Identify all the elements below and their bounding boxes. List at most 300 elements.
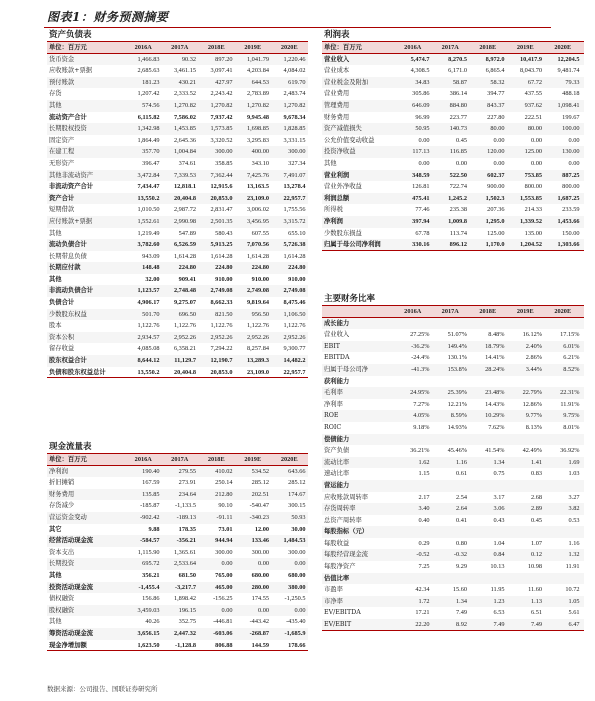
value-cell: 9.75%	[563, 412, 580, 420]
table-row	[47, 239, 308, 251]
value-cell: 3,459.03	[137, 606, 160, 614]
value-cell	[507, 480, 545, 492]
value-cell: 1,219.49	[137, 229, 160, 237]
value-cell: 279.55	[178, 467, 196, 475]
value-cell: 410.02	[215, 467, 233, 475]
value-cell: 1,898.42	[173, 595, 196, 603]
value-cell: 7,362.44	[210, 171, 233, 179]
value-cell: 202.51	[251, 490, 269, 498]
row-label: 流动资产合计	[49, 113, 87, 121]
value-cell: 50.95	[415, 125, 430, 133]
table-row	[47, 332, 308, 344]
value-cell: 1,122.76	[283, 322, 306, 330]
value-cell: 1,010.50	[137, 206, 160, 214]
value-cell: 1,270.82	[283, 101, 306, 109]
year-header: 2016A	[134, 456, 152, 463]
table-row	[322, 239, 584, 251]
value-cell: 1.16	[455, 458, 467, 466]
row-label: 其他	[49, 101, 62, 109]
value-cell: 1,295.0	[485, 217, 505, 225]
row-label: 资本公积	[49, 333, 75, 341]
value-cell: 900.00	[487, 183, 505, 191]
value-cell: 300.00	[288, 148, 306, 156]
value-cell: 9,945.48	[246, 113, 269, 121]
value-cell: 386.14	[449, 90, 467, 98]
value-cell: -24.4%	[411, 354, 430, 362]
table-row	[322, 399, 584, 411]
value-cell: 126.81	[412, 183, 430, 191]
value-cell: 9.77%	[525, 412, 542, 420]
table-row	[322, 228, 584, 240]
value-cell: 6.47	[568, 621, 580, 629]
row-label: 长期投资	[49, 560, 75, 568]
row-label: 财务费用	[324, 113, 350, 121]
row-label: 固定资产	[49, 136, 75, 144]
value-cell: 2.40%	[525, 342, 542, 350]
value-cell: 2,987.72	[173, 206, 196, 214]
value-cell: 3,461.15	[173, 67, 196, 75]
value-cell: 358.85	[215, 159, 233, 167]
row-label: 资本支出	[49, 548, 75, 556]
value-cell: 10.72	[565, 586, 580, 594]
value-cell: 11.60	[528, 586, 542, 594]
value-cell: 1,365.61	[173, 548, 196, 556]
value-cell: 80.00	[490, 125, 505, 133]
value-cell: 910.00	[251, 275, 269, 283]
value-cell: 356.21	[142, 571, 160, 579]
row-label: 流动比率	[324, 458, 350, 466]
value-cell: 23.48%	[485, 389, 505, 397]
row-label: EV/EBITDA	[324, 609, 361, 617]
value-cell: 2,333.52	[173, 90, 196, 98]
value-cell: 1,614.28	[210, 252, 233, 260]
value-cell: 1,339.52	[519, 217, 542, 225]
table-row	[322, 492, 584, 504]
value-cell: 646.09	[412, 101, 430, 109]
table-row	[47, 274, 308, 286]
table-row	[322, 123, 584, 135]
value-cell: 113.74	[449, 229, 467, 237]
table-row	[322, 619, 584, 631]
row-label: 非流动资产合计	[49, 183, 94, 191]
value-cell: 135.00	[524, 229, 542, 237]
value-cell: 1,453.66	[557, 217, 580, 225]
page-title: 图表1：财务预测摘要	[47, 10, 169, 24]
value-cell: 10,417.9	[519, 55, 542, 63]
value-cell: 534.52	[251, 467, 269, 475]
value-cell: -0.32	[453, 551, 467, 559]
table-row	[322, 561, 584, 573]
value-cell: 5,726.38	[283, 241, 306, 249]
value-cell: 3.17	[493, 493, 505, 501]
table-row	[322, 158, 584, 170]
table-row	[47, 355, 308, 367]
value-cell: -443.42	[249, 618, 269, 626]
value-cell: 2,934.57	[137, 333, 160, 341]
value-cell: 1,828.85	[283, 125, 306, 133]
table-group-row	[322, 318, 584, 330]
row-label: 折旧摊销	[49, 479, 75, 487]
value-cell: 1,623.50	[137, 641, 160, 649]
row-label: 存货减少	[49, 502, 75, 510]
value-cell: 4,906.17	[137, 299, 160, 307]
value-cell	[507, 573, 545, 585]
value-cell: 2,501.35	[210, 217, 233, 225]
value-cell: 1,122.76	[173, 322, 196, 330]
row-label: 营业外净收益	[324, 183, 362, 191]
value-cell: 77.46	[415, 206, 430, 214]
value-cell: 10.29%	[485, 412, 505, 420]
table-row	[322, 170, 584, 182]
table-row	[47, 54, 308, 66]
value-cell: 0.53	[568, 516, 580, 524]
value-cell: 4,084.02	[283, 67, 306, 75]
value-cell: 133.46	[251, 537, 269, 545]
value-cell: 0.00	[493, 136, 505, 144]
value-cell: 167.59	[142, 479, 160, 487]
row-label: 营业收入	[324, 331, 350, 339]
value-cell: 14.43%	[485, 400, 505, 408]
value-cell: 14.93%	[447, 423, 467, 431]
value-cell: 7,294.22	[210, 345, 233, 353]
value-cell: 1.07	[530, 539, 542, 547]
table-row	[322, 88, 584, 100]
row-label: 预付账款	[49, 78, 75, 86]
row-label: 归属于母公司净利润	[324, 241, 381, 249]
value-cell: 36.21%	[410, 447, 430, 455]
value-cell: 884.80	[449, 101, 467, 109]
table-row	[322, 364, 584, 376]
value-cell: 23,109.0	[246, 194, 269, 202]
value-cell	[544, 434, 582, 446]
table-row	[47, 158, 308, 170]
value-cell: 16.12%	[522, 331, 542, 339]
value-cell: 1,207.42	[137, 90, 160, 98]
value-cell: -356.21	[176, 537, 196, 545]
value-cell: 8,043.70	[519, 67, 542, 75]
value-cell: 280.00	[251, 583, 269, 591]
value-cell: 181.23	[142, 78, 160, 86]
value-cell	[432, 434, 470, 446]
value-cell	[469, 376, 507, 388]
value-cell: 430.21	[178, 78, 196, 86]
value-cell: 2,952.26	[283, 333, 306, 341]
value-cell: 234.64	[178, 490, 196, 498]
value-cell: -446.81	[213, 618, 233, 626]
value-cell: 1,303.66	[557, 241, 580, 249]
value-cell: 910.00	[288, 275, 306, 283]
value-cell: -1,250.5	[284, 595, 306, 603]
table-row	[47, 367, 308, 379]
table-row	[322, 457, 584, 469]
value-cell	[394, 434, 432, 446]
value-cell: 305.86	[412, 90, 430, 98]
value-cell: 522.50	[449, 171, 467, 179]
value-cell: 800.00	[562, 183, 580, 191]
value-cell: 400.00	[251, 148, 269, 156]
row-label: 经营活动现金流	[49, 537, 94, 545]
value-cell: 1,122.76	[246, 322, 269, 330]
value-cell: 0.00	[455, 159, 467, 167]
table-group-row	[322, 526, 584, 538]
table-row	[47, 320, 308, 332]
value-cell	[507, 434, 545, 446]
value-cell	[432, 573, 470, 585]
row-label: 资产负债	[324, 447, 350, 455]
value-cell: 14.41%	[485, 354, 505, 362]
value-cell: 1.32	[568, 551, 580, 559]
table-row	[322, 410, 584, 422]
value-cell: 843.37	[487, 101, 505, 109]
value-cell: 174.67	[288, 490, 306, 498]
value-cell: 41.54%	[485, 447, 505, 455]
value-cell: 2,749.08	[246, 287, 269, 295]
value-cell: 11.95	[490, 586, 505, 594]
value-cell: 956.50	[251, 310, 269, 318]
value-cell: 896.12	[449, 241, 467, 249]
value-cell: 2,685.63	[137, 67, 160, 75]
table-row	[47, 135, 308, 147]
value-cell: 100.00	[562, 125, 580, 133]
value-cell: 174.55	[251, 595, 269, 603]
value-cell: -603.06	[213, 629, 233, 637]
value-cell: 1,573.85	[210, 125, 233, 133]
table-row	[47, 570, 308, 582]
value-cell: 2,831.47	[210, 206, 233, 214]
value-cell: 1,122.76	[210, 322, 233, 330]
value-cell: 8.48%	[488, 331, 505, 339]
value-cell: 1.72	[418, 597, 430, 605]
row-label: 货币资金	[49, 55, 75, 63]
value-cell: 7,339.53	[173, 171, 196, 179]
value-cell: 20,404.8	[173, 368, 196, 376]
value-cell: 42.49%	[522, 447, 542, 455]
value-cell: 1,098.41	[557, 101, 580, 109]
value-cell: 22.79%	[522, 389, 542, 397]
row-label: 长期带息负债	[49, 252, 87, 260]
value-cell: 6,115.82	[137, 113, 160, 121]
value-cell: 644.53	[251, 78, 269, 86]
row-label: 净利润	[49, 467, 68, 475]
table-row	[47, 616, 308, 628]
row-label: 存货周转率	[324, 505, 356, 513]
value-cell	[507, 526, 545, 538]
value-cell: 1,614.28	[173, 252, 196, 260]
value-cell: 465.00	[215, 583, 233, 591]
value-cell: 30.00	[291, 525, 306, 533]
value-cell: 696.50	[178, 310, 196, 318]
value-cell: 13,550.2	[137, 368, 160, 376]
value-cell: 190.40	[142, 467, 160, 475]
value-cell: 2,952.26	[173, 333, 196, 341]
row-label: 公允价值变动收益	[324, 136, 375, 144]
table-row	[322, 329, 584, 341]
table-row	[322, 352, 584, 364]
financial-ratios-header-row	[322, 306, 584, 318]
table-row	[47, 500, 308, 512]
value-cell: 140.73	[449, 125, 467, 133]
value-cell: 73.01	[218, 525, 233, 533]
value-cell	[469, 573, 507, 585]
value-cell: 1,270.82	[210, 101, 233, 109]
value-cell: 9,481.74	[557, 67, 580, 75]
value-cell: 3,295.83	[246, 136, 269, 144]
row-label: 其他	[49, 229, 62, 237]
year-header: 2016A	[404, 308, 422, 315]
value-cell: 0.41	[455, 516, 467, 524]
value-cell: 0.00	[530, 136, 542, 144]
table-row	[322, 181, 584, 193]
table-row	[322, 204, 584, 216]
year-header: 2016A	[404, 44, 422, 51]
value-cell: 2.54	[455, 493, 467, 501]
value-cell: 51.07%	[447, 331, 467, 339]
value-cell: 1,106.50	[283, 310, 306, 318]
value-cell: 8.52%	[563, 365, 580, 373]
value-cell: 3.44%	[525, 365, 542, 373]
value-cell: 1,614.28	[283, 252, 306, 260]
value-cell: 396.47	[142, 159, 160, 167]
value-cell: 7.49	[455, 609, 467, 617]
value-cell: 199.67	[562, 113, 580, 121]
year-header: 2019E	[516, 44, 534, 51]
value-cell	[394, 318, 432, 330]
table-row	[47, 228, 308, 240]
table-row	[322, 549, 584, 561]
value-cell: 0.43	[493, 516, 505, 524]
value-cell: 34.83	[415, 78, 430, 86]
table-row	[322, 77, 584, 89]
row-label: 现金净增加额	[49, 641, 87, 649]
row-label: 其他	[49, 571, 62, 579]
year-header: 2017A	[171, 44, 189, 51]
table-row	[47, 193, 308, 205]
value-cell: 357.70	[142, 148, 160, 156]
value-cell: 2,243.42	[210, 90, 233, 98]
value-cell: 8,644.12	[137, 357, 160, 365]
value-cell: 0.29	[418, 539, 430, 547]
row-label: 股东权益合计	[49, 357, 87, 365]
value-cell: 800.00	[524, 183, 542, 191]
income-statement-panel	[322, 29, 584, 251]
value-cell: 9.29	[455, 563, 467, 571]
value-cell: 2,447.32	[173, 629, 196, 637]
value-cell: 22.31%	[560, 389, 580, 397]
value-cell: 9,819.64	[246, 299, 269, 307]
year-header: 2020E	[554, 308, 572, 315]
value-cell: 501.70	[142, 310, 160, 318]
value-cell: 6.53	[493, 609, 505, 617]
value-cell: 695.72	[142, 560, 160, 568]
value-cell: 1,009.8	[448, 217, 467, 225]
value-cell: 25.39%	[447, 389, 467, 397]
value-cell: 27.25%	[410, 331, 430, 339]
value-cell: 8,270.5	[448, 55, 467, 63]
value-cell: 8,972.0	[485, 55, 505, 63]
value-cell	[432, 480, 470, 492]
value-cell: 14,482.2	[283, 357, 306, 365]
table-group-row	[322, 434, 584, 446]
value-cell: 427.97	[215, 78, 233, 86]
value-cell: 1,552.61	[137, 217, 160, 225]
value-cell: 4,203.84	[246, 67, 269, 75]
row-label: 速动比率	[324, 470, 350, 478]
value-cell: 5,474.7	[410, 55, 430, 63]
row-label: 每股经营现金流	[324, 551, 369, 559]
value-cell: 1.04	[493, 539, 505, 547]
value-cell: 1.62	[418, 458, 430, 466]
row-label: 每股指标（元）	[324, 528, 369, 536]
value-cell: 222.51	[524, 113, 542, 121]
value-cell: 2,783.89	[246, 90, 269, 98]
table-row	[47, 285, 308, 297]
value-cell: 130.00	[562, 148, 580, 156]
value-cell: 11,129.7	[174, 357, 196, 365]
value-cell: 680.00	[251, 571, 269, 579]
value-cell: 1,004.84	[173, 148, 196, 156]
value-cell: 8.13%	[525, 423, 542, 431]
value-cell: 2,990.98	[173, 217, 196, 225]
year-header: 2019E	[244, 44, 262, 51]
row-label: 存货	[49, 90, 62, 98]
value-cell: 2,749.08	[210, 287, 233, 295]
table-row	[47, 512, 308, 524]
table-row	[322, 468, 584, 480]
value-cell: 12.86%	[522, 400, 542, 408]
value-cell: 944.94	[215, 537, 233, 545]
table-row	[322, 445, 584, 457]
row-label: 少数股东权益	[49, 310, 87, 318]
value-cell: -41.3%	[411, 365, 430, 373]
value-cell: 178.35	[178, 525, 196, 533]
table-row	[47, 477, 308, 489]
value-cell: 12.00	[254, 525, 269, 533]
value-cell	[394, 526, 432, 538]
value-cell: 273.91	[178, 479, 196, 487]
value-cell: 7.49	[493, 621, 505, 629]
value-cell: 58.32	[490, 78, 505, 86]
value-cell: 20,853.0	[210, 368, 233, 376]
value-cell	[432, 376, 470, 388]
value-cell: 2,749.08	[283, 287, 306, 295]
table-row	[47, 547, 308, 559]
value-cell: 96.99	[415, 113, 430, 121]
value-cell: 3,782.60	[137, 241, 160, 249]
value-cell: 7.62%	[488, 423, 505, 431]
value-cell: 821.50	[215, 310, 233, 318]
value-cell: 10.13	[490, 563, 505, 571]
value-cell: 79.33	[565, 78, 580, 86]
table-row	[47, 582, 308, 594]
table-row	[47, 170, 308, 182]
row-label: 股权融资	[49, 606, 75, 614]
value-cell: 45.46%	[447, 447, 467, 455]
table-row	[47, 112, 308, 124]
row-label: 财务费用	[49, 490, 75, 498]
value-cell: 125.00	[487, 229, 505, 237]
value-cell: 3,315.72	[283, 217, 306, 225]
value-cell: 67.72	[527, 78, 542, 86]
row-label: 股本	[49, 322, 62, 330]
value-cell: 8.59%	[450, 412, 467, 420]
value-cell: 0.00	[294, 560, 306, 568]
value-cell: 6.21%	[563, 354, 580, 362]
value-cell: 120.00	[487, 148, 505, 156]
value-cell: 3,472.84	[137, 171, 160, 179]
value-cell: 7,937.42	[210, 113, 233, 121]
value-cell: 1,122.76	[137, 322, 160, 330]
table-row	[47, 628, 308, 640]
